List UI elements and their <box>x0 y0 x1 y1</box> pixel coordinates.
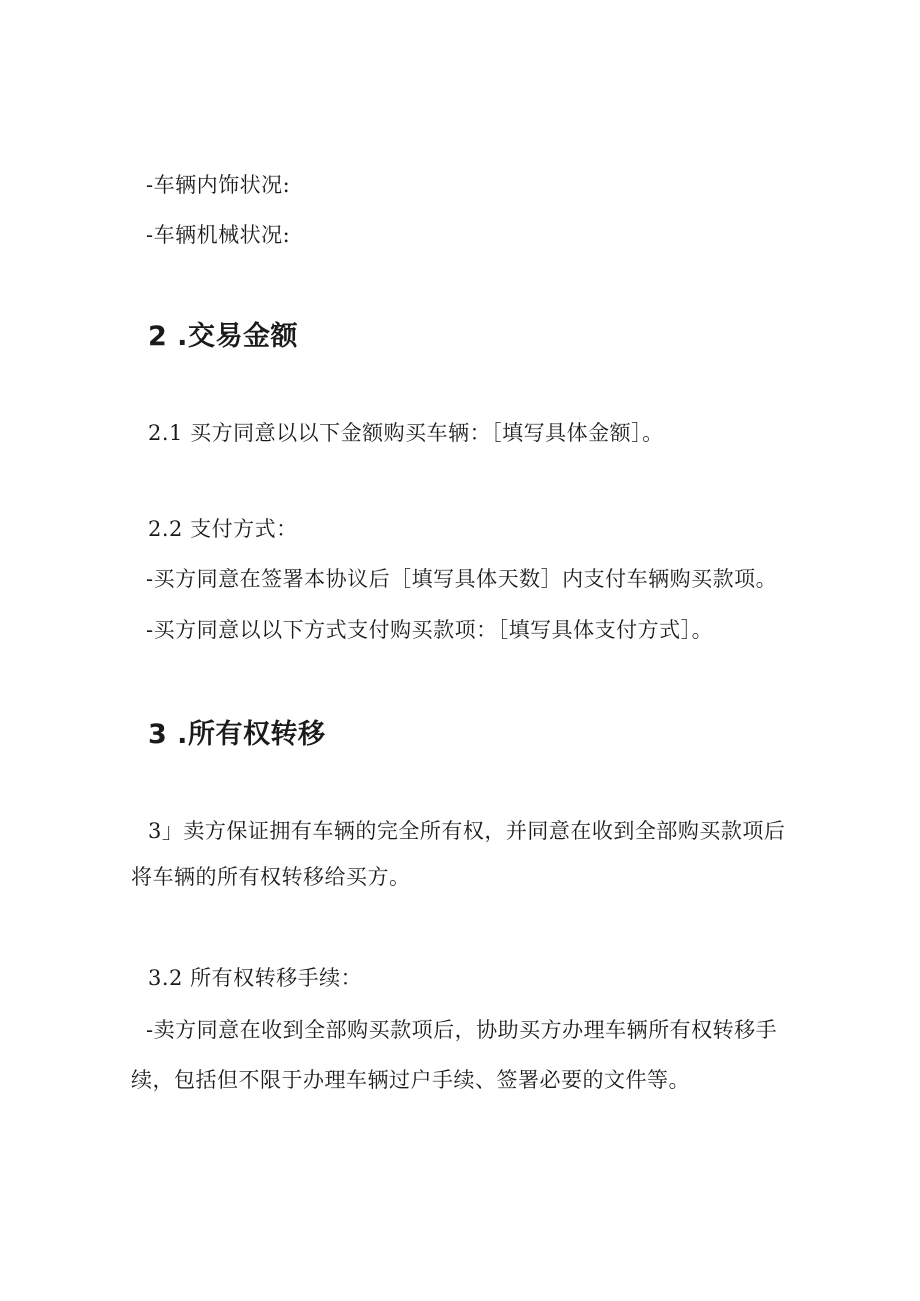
section-heading-ownership-transfer: 3 .所有权转移 <box>148 719 326 750</box>
clause-2-2-bullet-1: -买方同意在签署本协议后［填写具体天数］内支付车辆购买款项。 <box>146 567 778 591</box>
clause-3-2-title: 3.2 所有权转移手续： <box>148 966 363 990</box>
clause-3-2-line-2: 续，包括但不限于办理车辆过户手续、签署必要的文件等。 <box>131 1068 690 1092</box>
clause-2-1: 2.1 买方同意以以下金额购买车辆：［填写具体金额］。 <box>148 421 664 445</box>
condition-mechanical: -车辆机械状况: <box>146 223 291 247</box>
clause-2-2-bullet-2: -买方同意以以下方式支付购买款项：［填写具体支付方式］。 <box>146 618 714 642</box>
clause-2-2-title: 2.2 支付方式： <box>148 517 298 541</box>
clause-3-1-line-1: 3」卖方保证拥有车辆的完全所有权，并同意在收到全部购买款项后 <box>148 819 786 843</box>
condition-interior: -车辆内饰状况: <box>146 173 291 197</box>
clause-3-2-line-1: -卖方同意在收到全部购买款项后，协助买方办理车辆所有权转移手 <box>146 1018 778 1042</box>
section-heading-transaction-amount: 2 .交易金额 <box>148 321 298 352</box>
clause-3-1-line-2: 将车辆的所有权转移给买方。 <box>131 865 411 889</box>
